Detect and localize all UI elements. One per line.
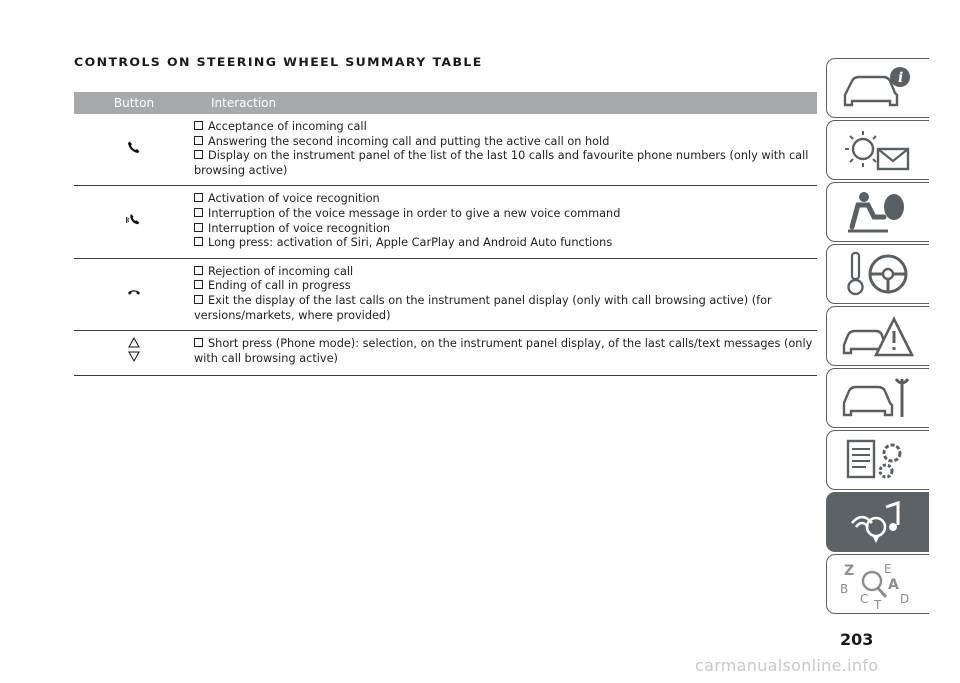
key-steering-wheel-icon [838,249,918,299]
table-row [74,259,817,331]
airbag-seat-icon [838,187,918,237]
header-button: Button [113,96,155,110]
header-interaction: Interaction [211,96,277,110]
car-wrench-icon [838,373,918,423]
tab-safety[interactable] [826,182,929,242]
list-item: Ending of call in progress [194,279,817,294]
summary-table [74,92,817,376]
up-down-arrows-icon [128,337,140,368]
multimedia-icon [838,497,918,547]
list-item: Acceptance of incoming call [194,120,817,135]
car-info-icon [838,63,918,113]
voice-recognition-icon [126,211,142,232]
list-item: Short press (Phone mode): selection, on the instrument panel display, of the last calls/text messages (only with call browsing active) [194,337,813,365]
page-number: 203 [840,630,874,649]
svg-text:T: T [874,598,882,609]
table-row [74,114,817,186]
car-warning-triangle-icon [838,311,918,361]
phone-icon [127,140,141,159]
svg-text:A: A [888,577,899,593]
tab-maintenance[interactable] [826,368,929,428]
warning-light-message-icon [838,125,918,175]
list-item: Activation of voice recognition [194,192,817,207]
list-item: Long press: activation of Siri, Apple CarPlay and Android Auto functions [194,236,817,251]
table-header [74,92,817,114]
page-title: CONTROLS ON STEERING WHEEL SUMMARY TABLE [74,55,483,69]
tab-emergency[interactable] [826,306,929,366]
list-item: Answering the second incoming call and putting the active call on hold [194,135,817,150]
tab-multimedia[interactable] [826,492,929,552]
tab-index[interactable] [826,554,929,614]
svg-text:D: D [900,592,910,606]
tab-vehicle-info[interactable] [826,58,929,118]
table-row [74,186,817,258]
list-item: Interruption of voice recognition [194,222,817,237]
list-item: Display on the instrument panel of the list of the last 10 calls and favourite phone numbers (only with call browsing active) [194,149,809,177]
svg-text:C: C [860,592,869,606]
svg-text:Z: Z [844,563,855,579]
alphabetical-index-icon [838,559,918,609]
svg-text:E: E [884,562,892,576]
tab-starting-driving[interactable] [826,244,929,304]
watermark: carmanualsonline.info [695,656,879,675]
tab-technical-data[interactable] [826,430,929,490]
list-item: Rejection of incoming call [194,265,817,280]
svg-text:i: i [898,70,904,86]
tab-warning-lights[interactable] [826,120,929,180]
hang-up-icon [127,287,141,302]
list-item: Interruption of the voice message in order to give a new voice command [194,207,817,222]
table-row [74,331,817,376]
list-item: Exit the display of the last calls on the instrument panel display (only with call browsing active) (for versions/markets, where provided) [194,293,772,322]
svg-text:B: B [840,582,849,596]
specs-gear-icon [838,435,918,485]
